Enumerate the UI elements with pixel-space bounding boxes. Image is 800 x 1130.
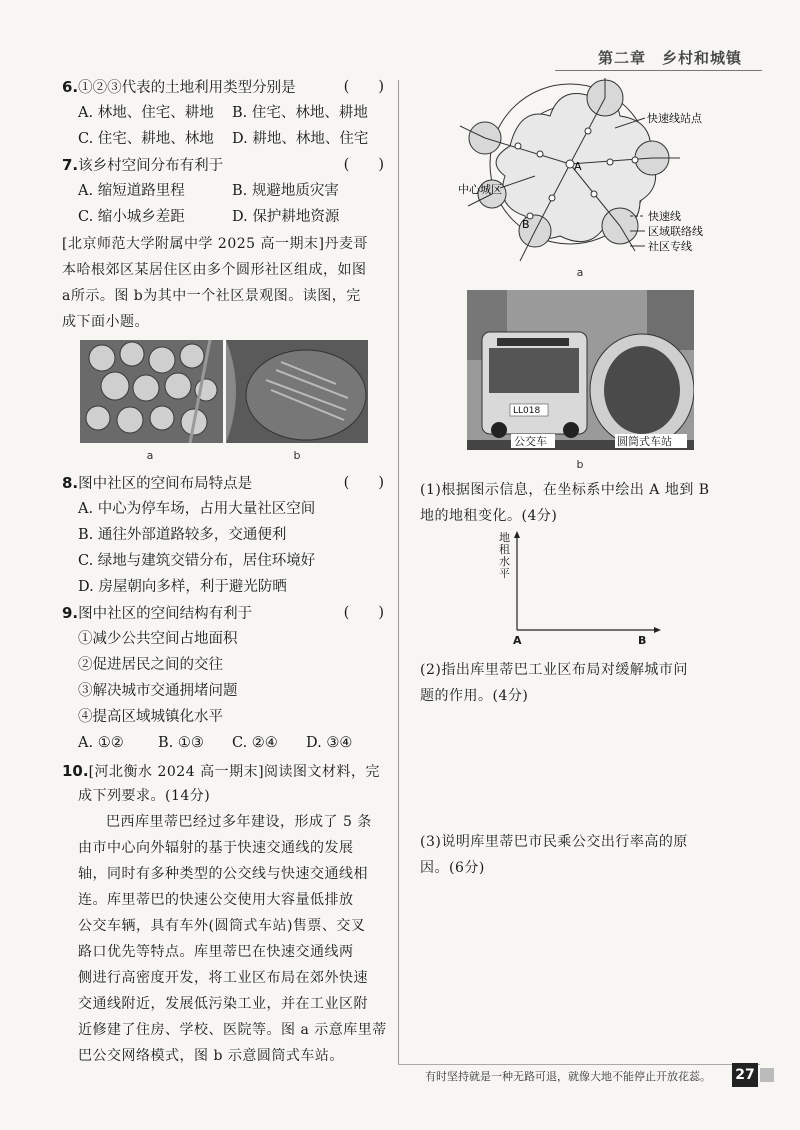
q10-para-2: 由市中心向外辐射的基于快速交通线的发展	[78, 840, 354, 856]
q6-option-b: B. 住宅、林地、耕地	[232, 105, 368, 121]
q10-para-3: 轴，同时有多种类型的公交线与快速交通线相	[78, 866, 368, 882]
tube-station-photo	[467, 290, 694, 450]
q10-para-10: 巴公交网络模式，图 b 示意圆筒式车站。	[78, 1048, 344, 1064]
aerial-photo-b	[226, 340, 368, 443]
q6-stem: 6.①②③代表的土地利用类型分别是 ( )	[62, 78, 384, 96]
q9-option-c: C. ②④	[232, 735, 278, 751]
x-axis-label-b: B	[638, 634, 647, 647]
transit-network-svg	[440, 76, 760, 276]
q10-para-1: 巴西库里蒂巴经过多年建设，形成了 5 条	[106, 814, 372, 830]
column-divider	[398, 80, 399, 1065]
sub3-line-1: (3)说明库里蒂巴市民乘公交出行率高的原	[420, 834, 688, 850]
diagram-a-caption: a	[576, 266, 584, 279]
q8-option-d: D. 房屋朝向多样，利于避光防晒	[78, 579, 287, 595]
legend-regional-line: 区域联络线	[648, 225, 703, 238]
x-axis-label-a: A	[513, 634, 522, 647]
legend-community-line: 社区专线	[648, 240, 692, 253]
q10-para-6: 路口优先等特点。库里蒂巴在快速交通线两	[78, 944, 354, 960]
label-a: A	[574, 160, 582, 173]
aerial-photo-b-image	[226, 340, 368, 443]
q9-statement-1: ①减少公共空间占地面积	[78, 631, 238, 647]
q9-option-a: A. ①②	[78, 735, 124, 751]
header-rule	[555, 70, 762, 71]
chapter-title: 第二章 乡村和城镇	[597, 49, 742, 67]
footer-rule	[398, 1064, 760, 1065]
q10-para-8: 交通线附近，发展低污染工业，并在工业区附	[78, 996, 368, 1012]
intro-line-2: 本哈根郊区某居住区由多个圆形社区组成，如图	[62, 262, 367, 278]
label-center-city: 中心城区	[458, 183, 502, 196]
q9-stem: 9.图中社区的空间结构有利于 ( )	[62, 604, 384, 622]
q8-option-b: B. 通往外部道路较多，交通便利	[78, 527, 287, 543]
q8-option-a: A. 中心为停车场，占用大量社区空间	[78, 501, 316, 517]
q9-statement-4: ④提高区域城镇化水平	[78, 709, 223, 725]
sub1-line-1: (1)根据图示信息，在坐标系中绘出 A 地到 B	[420, 482, 710, 498]
sub1-line-2: 地的地租变化。(4分)	[420, 508, 558, 524]
q10-line-2: 成下列要求。(14分)	[78, 788, 211, 804]
q6-option-a: A. 林地、住宅、耕地	[78, 105, 214, 121]
label-b: B	[522, 218, 530, 231]
page-corner-mark	[760, 1068, 774, 1082]
intro-line-3: a所示。图 b为其中一个社区景观图。读图，完	[62, 288, 361, 304]
q9-option-d: D. ③④	[306, 735, 353, 751]
q7-option-a: A. 缩短道路里程	[78, 183, 185, 199]
intro-line-1: [北京师范大学附属中学 2025 高一期末]丹麦哥	[62, 236, 368, 252]
photo-b-caption: b	[293, 449, 301, 462]
label-bus: 公交车	[514, 435, 547, 448]
q9-statement-2: ②促进居民之间的交往	[78, 657, 223, 673]
q8-stem: 8.图中社区的空间布局特点是 ( )	[62, 474, 384, 492]
photo-a-caption: a	[146, 449, 154, 462]
q10-para-9: 近修建了住房、学校、医院等。图 a 示意库里蒂	[78, 1022, 387, 1038]
rent-coordinate-axes	[495, 528, 665, 648]
sub3-line-2: 因。(6分)	[420, 860, 485, 876]
aerial-photo-a-image	[80, 340, 223, 443]
sub2-line-2: 题的作用。(4分)	[420, 688, 529, 704]
q7-option-b: B. 规避地质灾害	[232, 183, 339, 199]
q8-option-c: C. 绿地与建筑交错分布，居住环境好	[78, 553, 316, 569]
footer-motto: 有时坚持就是一种无路可退，就像大地不能停止开放花蕊。	[425, 1070, 711, 1083]
q9-option-b: B. ①③	[158, 735, 204, 751]
label-station: 快速线站点	[647, 112, 702, 125]
page-number: 27	[732, 1063, 758, 1087]
q10-para-7: 侧进行高密度开发，将工业区布局在郊外快速	[78, 970, 368, 986]
q7-option-c: C. 缩小城乡差距	[78, 209, 185, 225]
q10-para-4: 连。库里蒂巴的快速公交使用大容量低排放	[78, 892, 354, 908]
sub2-line-1: (2)指出库里蒂巴工业区布局对缓解城市问	[420, 662, 688, 678]
q6-number: 6.	[62, 78, 79, 96]
q7-option-d: D. 保护耕地资源	[232, 209, 340, 225]
legend-express-line: 快速线	[648, 210, 681, 223]
label-tube-station: 圆筒式车站	[617, 435, 672, 448]
q6-option-c: C. 住宅、耕地、林地	[78, 131, 214, 147]
q10-line-1: 10.[河北衡水 2024 高一期末]阅读图文材料，完	[62, 762, 381, 780]
q10-para-5: 公交车辆，具有车外(圆筒式车站)售票、交叉	[78, 918, 366, 934]
tube-station-image	[467, 290, 694, 450]
q9-statement-3: ③解决城市交通拥堵问题	[78, 683, 238, 699]
y-axis-label: 地租水平	[499, 531, 510, 580]
q7-stem: 7.该乡村空间分布有利于 ( )	[62, 156, 384, 174]
q6-option-d: D. 耕地、林地、住宅	[232, 131, 369, 147]
bus-plate: LL018	[513, 406, 541, 416]
transit-network-diagram	[440, 76, 760, 276]
aerial-photo-a	[80, 340, 223, 443]
rent-axes-svg	[495, 528, 665, 648]
intro-line-4: 成下面小题。	[62, 314, 149, 330]
photo-b-caption-right: b	[576, 458, 584, 471]
